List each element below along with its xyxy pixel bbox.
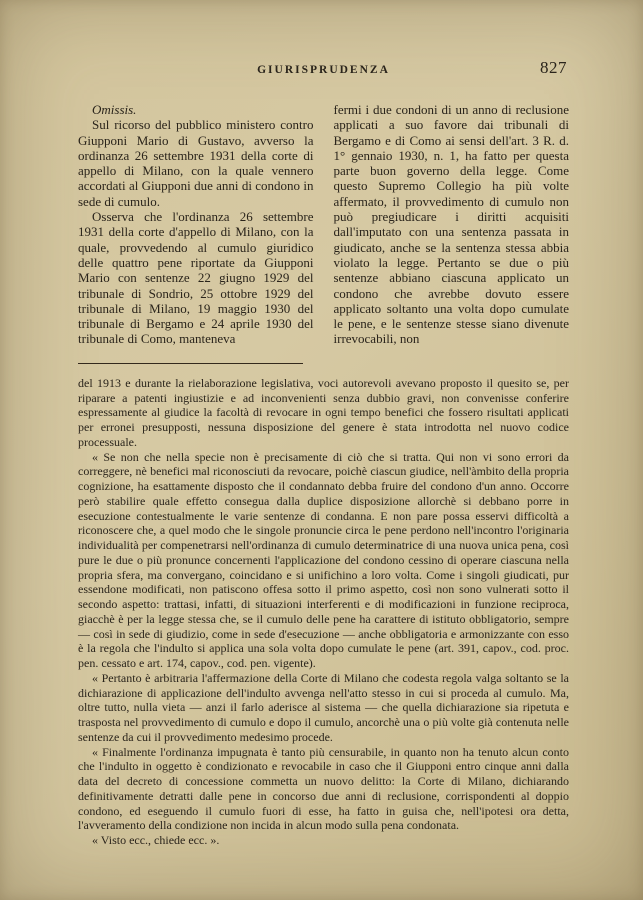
page-header bbox=[78, 58, 569, 80]
running-title: GIURISPRUDENZA bbox=[257, 64, 390, 76]
body-paragraph: Osserva che l'ordinanza 26 settembre 1931 della corte d'appello di Milano, con la quale, provvedendo al cumulo giuridico delle quattro pene riportate da Giupponi Mario con sentenze 22 giugno 1929 del tribunale di Sondrio, 25 ottobre 1929 del tribunale di Milano, 19 maggio 1930 del tribunale di Bergamo e 24 aprile 1930 del tribunale di Como, manteneva bbox=[78, 209, 314, 347]
two-column-body bbox=[78, 102, 569, 347]
body-paragraph: fermi i due condoni di un anno di reclusione applicati a suo favore dai tribunali di Bergamo e di Como ai sensi dell'art. 3 R. d. 1° gennaio 1930, n. 1, ha fatto per questa parte buon governo della legge. Come questo Supremo Collegio ha più volte affermato, il provvedimento di cumulo non può pregiudicare i diritti acquisiti dall'imputato con una sentenza passata in giudicato, anche se la sentenza stessa abbia violato la legge. Pertanto se due o più sentenze abbiano ciascuna applicato un condono che avrebbe dovuto essere applicato soltanto una volta dopo cumulate le pene, e le sentenze stesse siano divenute irrevocabili, non bbox=[333, 102, 569, 347]
column-left bbox=[78, 102, 314, 347]
footnote-block bbox=[78, 376, 569, 848]
footnote-paragraph: « Pertanto è arbitraria l'affermazione della Corte di Milano che codesta regola valga soltanto se la dichiarazione di applicazione dell'indulto avvenga nell'atto stesso in cui si proceda al cumulo. Ma, oltre tutto, nulla vieta — anzi il farlo aderisce al sistema — che quella dichiarazione sia ripetuta e trasposta nel provvedimento di cumulo e dopo il cumulo, ancorchè una o più volte già contenuta nelle sentenze da cui il provvedimento medesimo procede. bbox=[78, 670, 569, 744]
footnote-paragraph: « Finalmente l'ordinanza impugnata è tanto più censurabile, in quanto non ha tenuto alcun conto che l'indulto in oggetto è condizionato e revocabile in caso che il Giupponi entro cinque anni dalla data del decreto di concessione commetta un nuovo delitto: la Corte di Milano, dichiarando definitivamente detratti dalle pene in concorso due anni di reclusione, corrispondenti al doppio condono, ed eseguendo il cumulo fuori di esse, ha fatto in guisa che, nell'ipotesi ora detta, l'avveramento della condizione non incida in alcun modo sulla pena condonata. bbox=[78, 744, 569, 833]
omissis-paragraph: Omissis. bbox=[92, 102, 137, 117]
footnote-paragraph: « Visto ecc., chiede ecc. ». bbox=[92, 833, 220, 847]
footnote-separator bbox=[78, 363, 303, 364]
footnote-paragraph: del 1913 e durante la rielaborazione legislativa, voci autorevoli avevano proposto il quesito se, per riparare a patenti ingiustizie e ad inconvenienti senza dubbio gravi, non convenisse conferire espressamente al giudice la facoltà di revocare in ogni tempo benefici che fossero risultati applicati per erronei presupposti, nessuna disposizione del genere è stata introdotta nel nuovo codice processuale. bbox=[78, 375, 569, 449]
page-number: 827 bbox=[540, 58, 567, 77]
body-paragraph: Sul ricorso del pubblico ministero contro Giupponi Mario di Gustavo, avverso la ordinanza 26 settembre 1931 della corte di appello di Milano, con la quale vennero accordati al Giupponi due anni di condono in sede di cumulo. bbox=[78, 117, 314, 209]
footnote-paragraph: « Se non che nella specie non è precisamente di ciò che si tratta. Qui non vi sono errori da correggere, nè benefici mal riconosciuti da revocare, poichè ciascun giudice, nell'àmbito della propria cognizione, ha esattamente disposto che il condannato debba fruire del condono d'un anno. Occorre però stabilire quale effetto consegua dalla duplice disposizione allorchè si debbano porre in esecuzione contestualmente le varie sentenze di condanna. E non pare possa esservi difficoltà a riconoscere che, a quel modo che le singole pronuncie circa le pene perdono nell'incontro l'originaria individualità per compenetrarsi nell'ordinanza di cumulo determinatrice di una nuova unica pena, così pure le due o più pronunce concernenti l'applicazione del condono cessino di operare ciascuna nella propria sfera, ma convergano, coincidano e si unifichino a loro volta. Come i singoli giudicati, pur essendone modificati, non patiscono offesa sotto il primo aspetto, così non sono vulnerati sotto il secondo aspetto: trattasi, infatti, di situazioni interferenti e di modificazioni in funzione reciproca, giacchè è per la legge stessa che, se il cumulo delle pene ha carattere di istituto obbligatorio, sempre — così in sede di giudizio, come in sede d'esecuzione — anche obbligatoria e armonizzante con esso è la regola che l'indulto si applica una sola volta dopo cumulate le pene (art. 391, capov., cod. proc. pen. cessato e art. 174, capov., cod. pen. vigente). bbox=[78, 449, 569, 670]
column-right bbox=[334, 102, 570, 347]
